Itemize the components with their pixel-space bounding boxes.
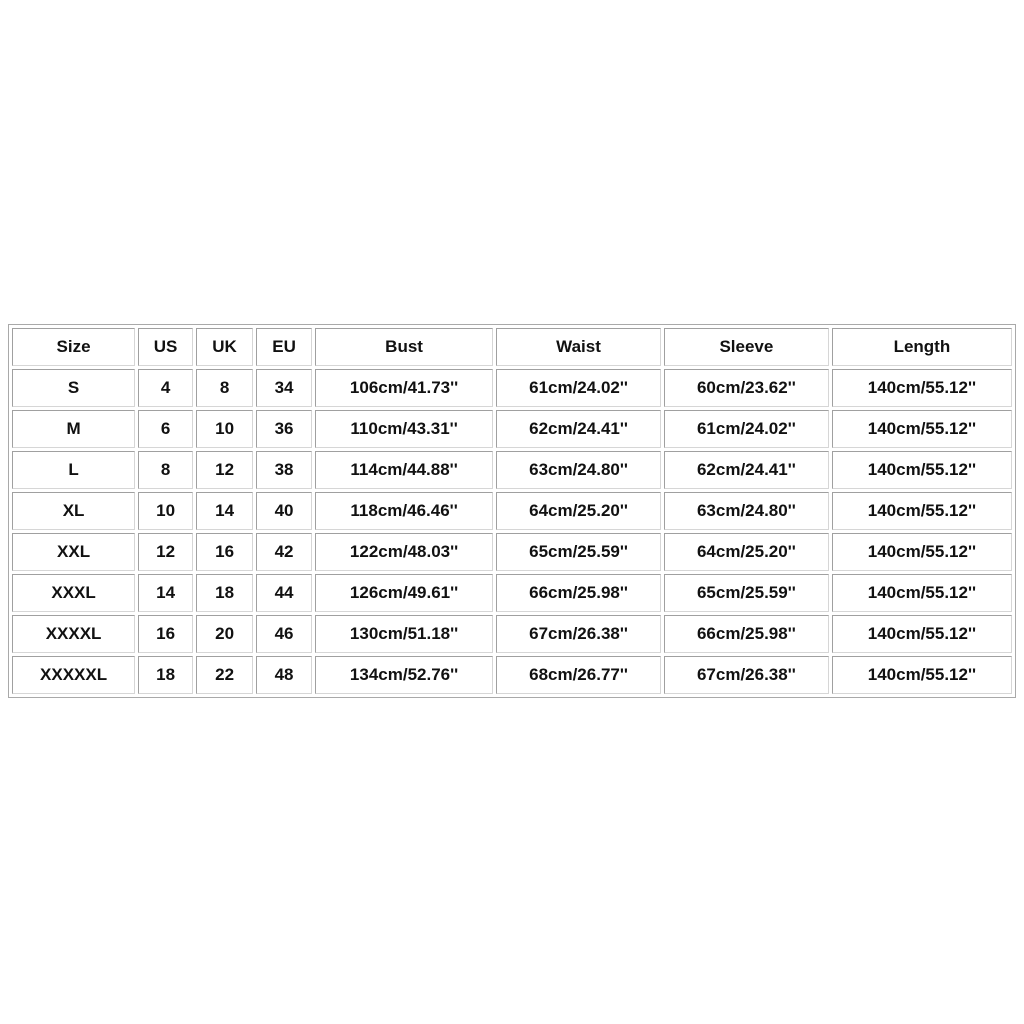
size-cell: XXL (12, 533, 135, 571)
bust-cell: 134cm/52.76'' (315, 656, 493, 694)
size-chart-table (8, 324, 1016, 698)
us-cell: 6 (138, 410, 193, 448)
header-cell-uk: UK (196, 328, 253, 366)
header-row (12, 328, 1012, 366)
header-cell-size: Size (12, 328, 135, 366)
size-cell: XXXXXL (12, 656, 135, 694)
eu-cell: 38 (256, 451, 312, 489)
uk-cell: 10 (196, 410, 253, 448)
eu-cell: 44 (256, 574, 312, 612)
eu-cell: 46 (256, 615, 312, 653)
header-cell-waist: Waist (496, 328, 661, 366)
table-row (12, 574, 1012, 612)
length-cell: 140cm/55.12'' (832, 492, 1012, 530)
uk-cell: 8 (196, 369, 253, 407)
waist-cell: 61cm/24.02'' (496, 369, 661, 407)
sleeve-cell: 62cm/24.41'' (664, 451, 829, 489)
bust-cell: 118cm/46.46'' (315, 492, 493, 530)
eu-cell: 36 (256, 410, 312, 448)
waist-cell: 64cm/25.20'' (496, 492, 661, 530)
table-row (12, 451, 1012, 489)
table-row (12, 410, 1012, 448)
waist-cell: 67cm/26.38'' (496, 615, 661, 653)
us-cell: 12 (138, 533, 193, 571)
sleeve-cell: 61cm/24.02'' (664, 410, 829, 448)
uk-cell: 14 (196, 492, 253, 530)
us-cell: 4 (138, 369, 193, 407)
header-cell-us: US (138, 328, 193, 366)
bust-cell: 106cm/41.73'' (315, 369, 493, 407)
bust-cell: 110cm/43.31'' (315, 410, 493, 448)
header-cell-length: Length (832, 328, 1012, 366)
length-cell: 140cm/55.12'' (832, 451, 1012, 489)
table-row (12, 533, 1012, 571)
length-cell: 140cm/55.12'' (832, 615, 1012, 653)
waist-cell: 65cm/25.59'' (496, 533, 661, 571)
sleeve-cell: 60cm/23.62'' (664, 369, 829, 407)
table-row (12, 656, 1012, 694)
us-cell: 14 (138, 574, 193, 612)
eu-cell: 42 (256, 533, 312, 571)
size-cell: XL (12, 492, 135, 530)
size-cell: L (12, 451, 135, 489)
bust-cell: 130cm/51.18'' (315, 615, 493, 653)
table-row (12, 369, 1012, 407)
us-cell: 10 (138, 492, 193, 530)
waist-cell: 66cm/25.98'' (496, 574, 661, 612)
length-cell: 140cm/55.12'' (832, 410, 1012, 448)
table-row (12, 492, 1012, 530)
waist-cell: 62cm/24.41'' (496, 410, 661, 448)
header-cell-eu: EU (256, 328, 312, 366)
waist-cell: 68cm/26.77'' (496, 656, 661, 694)
sleeve-cell: 66cm/25.98'' (664, 615, 829, 653)
uk-cell: 22 (196, 656, 253, 694)
waist-cell: 63cm/24.80'' (496, 451, 661, 489)
size-cell: S (12, 369, 135, 407)
bust-cell: 126cm/49.61'' (315, 574, 493, 612)
length-cell: 140cm/55.12'' (832, 656, 1012, 694)
bust-cell: 114cm/44.88'' (315, 451, 493, 489)
sleeve-cell: 67cm/26.38'' (664, 656, 829, 694)
us-cell: 8 (138, 451, 193, 489)
sleeve-cell: 63cm/24.80'' (664, 492, 829, 530)
sleeve-cell: 64cm/25.20'' (664, 533, 829, 571)
eu-cell: 40 (256, 492, 312, 530)
uk-cell: 16 (196, 533, 253, 571)
us-cell: 18 (138, 656, 193, 694)
eu-cell: 34 (256, 369, 312, 407)
bust-cell: 122cm/48.03'' (315, 533, 493, 571)
length-cell: 140cm/55.12'' (832, 533, 1012, 571)
header-cell-bust: Bust (315, 328, 493, 366)
length-cell: 140cm/55.12'' (832, 369, 1012, 407)
uk-cell: 12 (196, 451, 253, 489)
size-cell: XXXXL (12, 615, 135, 653)
uk-cell: 18 (196, 574, 253, 612)
us-cell: 16 (138, 615, 193, 653)
table-row (12, 615, 1012, 653)
eu-cell: 48 (256, 656, 312, 694)
length-cell: 140cm/55.12'' (832, 574, 1012, 612)
uk-cell: 20 (196, 615, 253, 653)
size-cell: XXXL (12, 574, 135, 612)
size-cell: M (12, 410, 135, 448)
header-cell-sleeve: Sleeve (664, 328, 829, 366)
sleeve-cell: 65cm/25.59'' (664, 574, 829, 612)
